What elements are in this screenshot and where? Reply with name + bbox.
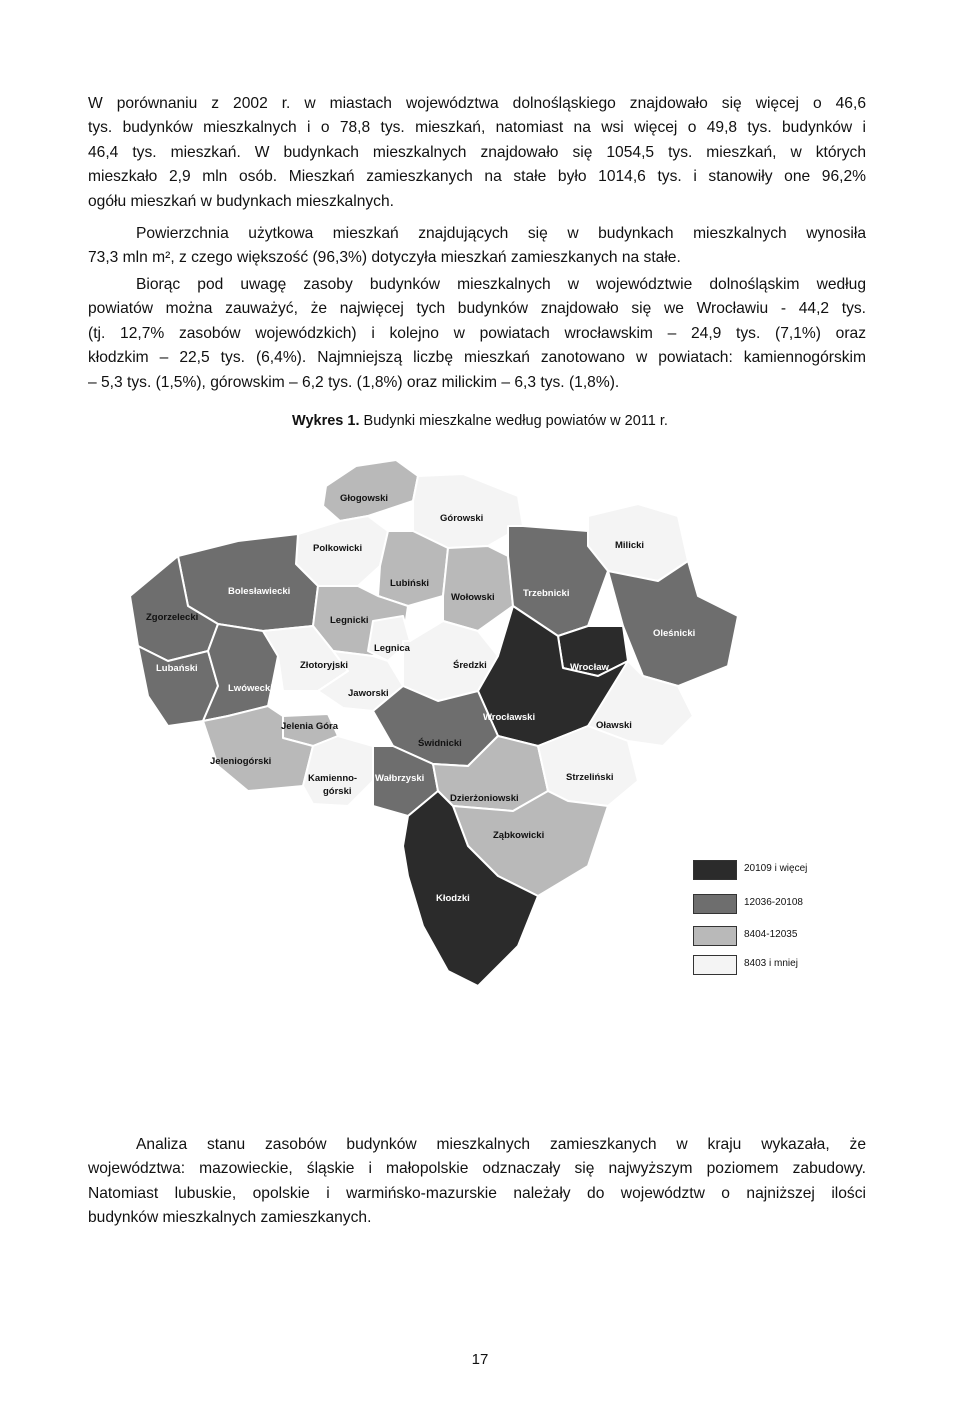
label-wroclawski: Wrocławski — [483, 712, 536, 723]
paragraph-3 — [88, 273, 866, 395]
region-wolowski — [443, 546, 513, 631]
text-line: W porównaniu z 2002 r. w miastach województwa dolnośląskiego znajdowało się więcej o 46,6 — [88, 95, 866, 112]
paragraph-1 — [88, 92, 866, 214]
label-legnicki: Legnicki — [330, 615, 369, 626]
text-line: Analiza stanu zasobów budynków mieszkalnych zamieszkanych w kraju wykazała, że — [136, 1136, 866, 1153]
page-number: 17 — [471, 1351, 489, 1368]
label-zabkowicki: Ząbkowicki — [493, 830, 545, 841]
text-line: województwa: mazowieckie, śląskie i małopolskie odznaczały się najwyższym poziomem zabudowy. — [88, 1160, 866, 1178]
legend-item — [693, 860, 883, 882]
label-klodzki: Kłodzki — [436, 893, 470, 904]
region-lubinski — [378, 531, 448, 606]
label-kamiennogorski-1: Kamienno- — [308, 773, 358, 784]
figure-caption-label: Wykres 1. — [292, 413, 360, 429]
label-wroclaw: Wrocław — [570, 662, 609, 673]
legend-swatch — [693, 894, 737, 914]
text-line: Natomiast lubuskie, opolskie i warmińsko-mazurskie należały do województw o najniższej ilości — [88, 1184, 866, 1202]
text-line: 46,4 tys. mieszkań. W budynkach mieszkalnych znajdowało się 1054,5 tys. mieszkań, w których — [88, 143, 866, 161]
legend-item — [693, 955, 883, 977]
label-jeleniogorski: Jeleniogórski — [210, 756, 272, 767]
text-line: powiatów można zauważyć, że najwięcej tych budynków znajdowało się we Wrocławiu - 44,2 tys. — [88, 300, 866, 318]
text-line: budynków mieszkalnych zamieszkanych. — [88, 1209, 372, 1227]
legend-label: 8403 i mniej — [744, 958, 798, 969]
figure-caption — [0, 413, 960, 429]
label-kamiennogorski-2: górski — [323, 786, 352, 797]
text-line: tys. budynków mieszkalnych i o 78,8 tys. mieszkań, natomiast na wsi więcej o 49,8 tys. budynków i — [88, 119, 866, 137]
paragraph-4 — [88, 1133, 866, 1231]
text-line: kłodzkim – 22,5 tys. (6,4%). Najmniejszą liczbę mieszkań zanotowano w powiatach: kamiennogórskim — [88, 349, 866, 367]
label-trzebnicki: Trzebnicki — [523, 588, 570, 599]
label-olesnicki: Oleśnicki — [653, 628, 696, 639]
label-glogowski: Głogowski — [340, 493, 389, 504]
legend-label: 8404-12035 — [744, 929, 798, 940]
legend-item — [693, 894, 883, 916]
label-polkowicki: Polkowicki — [313, 543, 363, 554]
text-line: Powierzchnia użytkowa mieszkań znajdujących się w budynkach mieszkalnych wynosiła — [136, 225, 866, 242]
label-swidnicki: Świdnicki — [418, 738, 462, 749]
legend-label: 12036-20108 — [744, 897, 803, 908]
text-line: ogółu mieszkań w budynkach mieszkalnych. — [88, 192, 394, 210]
legend-item — [693, 926, 883, 948]
label-gorowski: Górowski — [440, 513, 484, 524]
label-lwowecki: Lwówecki — [228, 683, 273, 694]
legend-label: 20109 i więcej — [744, 863, 808, 874]
label-dzierzoniowski: Dzierżoniowski — [450, 793, 519, 804]
label-walbrzyski: Wałbrzyski — [375, 773, 425, 784]
label-lubanski: Lubański — [156, 663, 198, 674]
label-sredzki: Średzki — [453, 660, 487, 671]
text-line: Biorąc pod uwagę zasoby budynków mieszkalnych w województwie dolnośląskim według — [136, 276, 866, 293]
label-boleslawiecki: Bolesławiecki — [228, 586, 291, 597]
label-milicki: Milicki — [615, 540, 645, 551]
text-line: mieszkało 2,9 mln osób. Mieszkań zamieszkanych na stałe było 1014,6 tys. i stanowiły one 96,2% — [88, 168, 866, 186]
label-strzelinski: Strzeliński — [566, 772, 614, 783]
label-zgorzelecki: Zgorzelecki — [146, 612, 199, 623]
text-line: – 5,3 tys. (1,5%), górowskim – 6,2 tys. (1,8%) oraz milickim – 6,3 tys. (1,8%). — [88, 373, 620, 391]
region-gorowski — [413, 474, 523, 548]
paragraph-2 — [88, 222, 866, 271]
label-jaworski: Jaworski — [348, 688, 389, 699]
region-glogowski — [323, 460, 418, 521]
text-line: 73,3 mln m², z czego większość (96,3%) dotyczyła mieszkań zamieszkanych na stałe. — [88, 249, 681, 267]
label-lubinski: Lubiński — [390, 578, 430, 589]
legend-swatch — [693, 860, 737, 880]
label-legnica: Legnica — [374, 643, 410, 654]
label-zlotoryjski: Złotoryjski — [300, 660, 349, 671]
label-jeleniagora: Jelenia Góra — [281, 721, 339, 732]
figure-caption-text: Budynki mieszkalne według powiatów w 2011 r. — [359, 413, 668, 429]
label-wolowski: Wołowski — [451, 592, 495, 603]
district-map — [118, 446, 888, 1006]
text-line: (tj. 12,7% zasobów wojewódzkich) i kolejno w powiatach wrocławskim – 24,9 tys. (7,1%) oraz — [88, 324, 866, 342]
label-olawski: Oławski — [596, 720, 632, 731]
legend-swatch — [693, 926, 737, 946]
legend-swatch — [693, 955, 737, 975]
